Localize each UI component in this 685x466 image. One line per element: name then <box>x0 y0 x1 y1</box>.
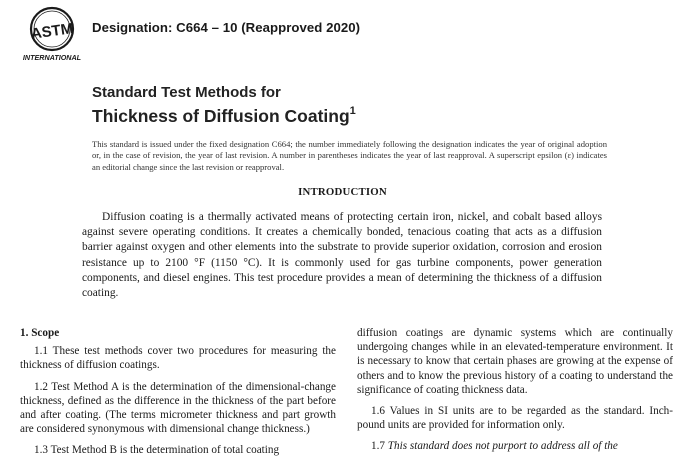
title-line-2-text: Thickness of Diffusion Coating <box>92 105 350 126</box>
section-1-7-number: 1.7 <box>371 440 385 453</box>
section-1-5-continued: diffusion coatings are dynamic systems which are continually undergoing changes while in an elevated-temperature environment. It is necessary to know that certain phases are growing at the expense of others and to know the previous history of a coating to understand the significance of coating thickness data. <box>357 327 673 396</box>
scope-heading: 1. Scope <box>20 327 60 339</box>
document-title <box>92 84 356 127</box>
logo-international-text: INTERNATIONAL <box>22 53 82 62</box>
section-1-2: 1.2 Test Method A is the determination of the dimensional-change thickness, defined as the difference in the thickness of the part before and after coating. (The terms micrometer thickness and part growth are considered synonymous with dimensional change thickness.) <box>20 380 336 436</box>
designation: Designation: C664 – 10 (Reapproved 2020) <box>92 20 361 35</box>
title-line-1: Standard Test Methods for <box>92 84 281 101</box>
section-1-7-text: This standard does not purport to address all of the <box>387 440 618 453</box>
section-1-7 <box>357 439 673 453</box>
title-footnote-marker: 1 <box>349 105 356 117</box>
issuance-notice: This standard is issued under the fixed designation C664; the number immediately following the designation indicates the year of original adoption or, in the case of revision, the year of last revision. A number in parentheses indicates the year of last reapproval. A superscript epsilon (ε) indicates an editorial change since the last revision or reapproval. <box>92 139 607 172</box>
logo-mark-text: ASTM <box>29 20 75 43</box>
right-column <box>357 326 673 461</box>
left-column <box>20 326 336 465</box>
section-1-3: 1.3 Test Method B is the determination of total coating <box>34 444 280 457</box>
astm-logo <box>18 6 86 62</box>
section-1-6: 1.6 Values in SI units are to be regarded as the standard. Inch-pound units are provided for information only. <box>357 405 673 432</box>
title-line-2 <box>92 102 356 127</box>
introduction-heading: INTRODUCTION <box>298 186 387 198</box>
section-1-1: 1.1 These test methods cover two procedures for measuring the thickness of diffusion coatings. <box>20 345 336 372</box>
introduction-body: Diffusion coating is a thermally activated means of protecting certain iron, nickel, and cobalt based alloys against severe operating conditions. It creates a chemically bonded, tenacious coating that acts as a diffusion barrier against oxygen and other elements into the substrate to provide superior oxidation, corrosion and erosion resistance up to 2100 °F (1150 °C). It is commonly used for gas turbine components, power generation components, and diesel engines. This test procedure provides a mean of determining the thickness of a diffusion coating. <box>82 211 602 300</box>
